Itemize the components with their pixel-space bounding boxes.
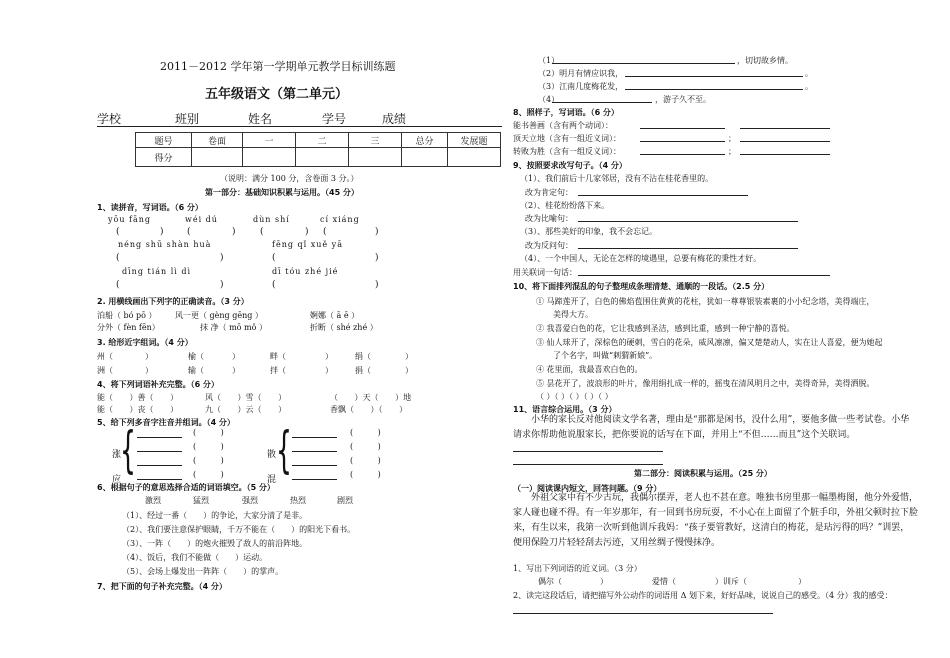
q3-bracket: ）	[232, 366, 240, 375]
q6-item: （4）、饭后，我们不能做（ ）运动。	[122, 553, 268, 562]
q10-sentence: 了个名字，叫做“刺猬新娘”。	[553, 351, 658, 360]
info-underline	[97, 126, 502, 127]
answer-line[interactable]	[552, 102, 652, 103]
answer-line[interactable]	[137, 479, 182, 480]
q3-bracket: ）	[325, 366, 333, 375]
answer-line[interactable]	[625, 76, 803, 77]
q3-char: 绢（	[355, 352, 371, 361]
score-header-cell: 总分	[402, 133, 448, 148]
polyphone-char: 涨	[112, 450, 122, 460]
q10-sentence: ⑤ 昙花开了，波浪形的叶片，像用绢扎成一样的，摇曳在清风明月之中，美得奇异，美得洒脱。	[536, 379, 875, 388]
answer-line[interactable]	[292, 465, 337, 466]
q8-heading: 8、照样子，写词语。（6 分）	[513, 108, 619, 117]
info-school: 学校	[97, 112, 122, 126]
q10-sentence: ① 马蹄莲开了，白色的佛焰苞围住黄黄的花柱，犹如一尊尊银装素裹的小小纪念塔，美得端庄，	[536, 297, 875, 306]
answer-bracket: (	[116, 253, 120, 263]
score-note: （说明：满分 100 分，含卷面 3 分。）	[220, 174, 359, 183]
q7-item-suffix: 。	[805, 82, 813, 91]
answer-line[interactable]	[578, 275, 830, 276]
q6-item: （3）、一阵（ ）的炮火摧毁了敌人的前沿阵地。	[122, 539, 308, 548]
answer-line[interactable]	[740, 141, 830, 142]
q2-item: 分外（ fèn fēn）	[97, 323, 160, 332]
info-id: 学号	[322, 112, 347, 126]
part1-heading: 第一部分：基础知识积累与运用。（45 分）	[205, 188, 359, 197]
q3-char: 输（	[188, 366, 204, 375]
q7-item-prefix: （3）江南几度梅花发，	[538, 82, 624, 91]
word-bank-item: 剧烈	[337, 496, 353, 505]
separator: ；	[728, 147, 736, 156]
answer-bracket: )	[375, 280, 379, 290]
score-cell[interactable]	[402, 148, 448, 167]
reading-q1: 1、写出下列词语的近义词。（3 分）	[513, 564, 642, 573]
brace-icon: {	[119, 421, 136, 479]
q7-heading: 7、把下面的句子补充完整。（4 分）	[97, 582, 227, 591]
q7-item-prefix: （2）明月有情应识我，	[538, 69, 624, 78]
exam-subtitle: 五年级语文（第二单元）	[205, 87, 349, 102]
q3-bracket: ）	[145, 366, 153, 375]
q9-instruction: 改为肯定句：	[525, 188, 573, 197]
q4-item: 九（ ）云（ ）	[205, 405, 287, 414]
score-header-cell: 三	[349, 133, 402, 148]
answer-line[interactable]	[552, 63, 735, 64]
polyphone-char: 应	[112, 475, 122, 485]
q9-sentence: （1）、我们前后十几家邻居，没有不沾在桂花香里的。	[520, 174, 714, 183]
answer-bracket: ( )	[350, 456, 381, 465]
q2-heading: 2. 用横线画出下列字的正确读音。（3 分）	[97, 297, 249, 306]
score-header-cell: 题号	[136, 133, 192, 148]
q3-char: 洲（	[97, 366, 113, 375]
q5-heading: 5、给下列多音字注音并组词。（4 分）	[97, 418, 235, 427]
q3-char: 捐（	[355, 366, 371, 375]
reading-heading: （一）阅读课内短文，回答问题。（9 分）	[513, 484, 662, 493]
q7-item-suffix: ，切切故乡情。	[737, 56, 793, 65]
brace-icon: {	[275, 421, 292, 479]
q10-heading: 10、将下面排列混乱的句子整理成条理清楚、通顺的一段话。（2.5 分）	[513, 282, 770, 291]
reading-q2: 2、读完这段话后，请把描写外公动作的词语用 Δ 划下来，好好品味，说说自己的感受。（4 分）我的感受：	[513, 591, 893, 600]
answer-bracket: ( )	[193, 428, 224, 437]
q7-item-prefix: （1）	[538, 56, 560, 65]
q9-instruction: 改为比喻句：	[525, 214, 573, 223]
q9-sentence: （4）、一个中国人，无论在怎样的境遇里，总要有梅花的秉性才好。	[520, 254, 762, 263]
q10-sentence: 美得大方。	[553, 310, 593, 319]
q3-bracket: ）	[145, 352, 153, 361]
pinyin: néng shū shàn huà	[118, 240, 212, 249]
answer-bracket: )	[220, 280, 224, 290]
q2-item: 泊船（ bó pō ）	[97, 311, 157, 320]
word-bank-item: 激烈	[145, 496, 161, 505]
q2-item: 风一更（ gèng gēng ）	[175, 311, 263, 320]
pinyin: dī tóu zhé jié	[272, 267, 339, 276]
q2-item: 抹 净（ mō mǒ ）	[200, 323, 267, 332]
answer-line[interactable]	[513, 451, 663, 452]
answer-line[interactable]	[625, 89, 803, 90]
q8-item: 转败为胜（含有一组反义词）：	[513, 147, 621, 156]
answer-line[interactable]	[137, 451, 182, 452]
answer-bracket: )	[305, 227, 309, 237]
answer-line[interactable]	[578, 221, 798, 222]
answer-bracket: )	[220, 253, 224, 263]
answer-bracket: (	[116, 227, 120, 237]
q9-heading: 9、按照要求改写句子。（4 分）	[513, 161, 627, 170]
q4-item: 香飘（ ）（ ）	[330, 405, 408, 414]
score-header-cell: 一	[243, 133, 296, 148]
pinyin: cí xiáng	[320, 215, 360, 224]
word-bank-item: 强烈	[242, 496, 258, 505]
q10-sentence: ② 我喜爱白色的花，它让我感到圣洁，感到比重，感到一种宁静的喜悦。	[536, 324, 795, 333]
answer-line[interactable]	[740, 128, 830, 129]
q3-heading: 3. 给形近字组词。（4 分）	[97, 338, 193, 347]
synonym-label: ）训斥（	[715, 577, 747, 586]
q7-item-suffix: ，游子久不至。	[655, 95, 711, 104]
score-header-cell: 发展题	[448, 133, 501, 148]
separator: ；	[728, 134, 736, 143]
pinyin: dīng tián lì dì	[122, 267, 192, 276]
info-score: 成绩	[382, 112, 407, 126]
polyphone-char: 散	[267, 450, 277, 460]
polyphone-char: 混	[267, 475, 277, 485]
q3-bracket: ）	[232, 352, 240, 361]
answer-line[interactable]	[640, 154, 725, 155]
q6-item: （1）、经过一番（ ）的争论，大家分清了是非。	[122, 511, 308, 520]
exam-title: 2011－2012 学年第一学期单元教学目标训练题	[160, 60, 396, 73]
answer-bracket: ( )	[193, 470, 224, 479]
q10-order-brackets[interactable]: （ ）（ ）（ ）（ ）（ ）	[536, 392, 613, 401]
q7-item-prefix: （4）	[538, 95, 560, 104]
answer-line[interactable]	[513, 464, 663, 465]
answer-bracket: (	[272, 253, 276, 263]
q11-prompt: 小华的家长反对他阅读文学名著，理由是“那都是闲书，没什么用”，要他多做一些考试卷。小华请求你帮助他说服家长，把你要说的话写在下面，并用上“不但……而且”这个关联词。	[513, 415, 910, 440]
q11-heading: 11、语言综合运用。（3 分）	[513, 405, 617, 414]
q3-char: 拌（	[270, 366, 286, 375]
answer-bracket: (	[260, 227, 264, 237]
q8-item: 顶天立地（含有一组近义词）：	[513, 134, 621, 143]
q9-instruction: 用关联词一句话：	[513, 268, 577, 277]
answer-bracket: (	[272, 280, 276, 290]
synonym-label: 爱惜（	[652, 577, 676, 586]
answer-bracket: ( )	[350, 470, 381, 479]
answer-line[interactable]	[292, 437, 337, 438]
q4-item: 能（ ）善（ ）	[97, 393, 179, 402]
q3-bracket: ）	[325, 352, 333, 361]
pinyin: wéi dú	[185, 215, 218, 224]
synonym-label: 偶尔（	[538, 577, 562, 586]
answer-line[interactable]	[640, 128, 725, 129]
q4-heading: 4、将下列词语补充完整。（6 分）	[97, 380, 219, 389]
q6-heading: 6、根据句子的意思选择合适的词语填空。（5 分）	[97, 483, 275, 492]
answer-bracket: ( )	[193, 456, 224, 465]
answer-line[interactable]	[292, 479, 337, 480]
info-class: 班别	[175, 112, 200, 126]
answer-line[interactable]	[137, 437, 182, 438]
q7-item-suffix: 。	[805, 69, 813, 78]
answer-bracket: ( )	[350, 442, 381, 451]
word-bank-item: 猛烈	[193, 496, 209, 505]
score-header-cell: 二	[296, 133, 349, 148]
synonym-bracket: ）	[798, 577, 806, 586]
q1-heading: 1、读拼音，写词语。（6 分）	[97, 203, 203, 212]
answer-line[interactable]	[578, 195, 748, 196]
q6-item: （5）、会场上爆发出一阵阵（ ）的掌声。	[122, 567, 284, 576]
q3-bracket: ）	[405, 352, 413, 361]
answer-bracket: ( )	[350, 428, 381, 437]
score-cell[interactable]	[243, 148, 296, 167]
answer-bracket: )	[160, 227, 164, 237]
q3-char: 畔（	[270, 352, 286, 361]
q3-char: 榆（	[188, 352, 204, 361]
answer-bracket: (	[323, 227, 327, 237]
answer-bracket: )	[375, 227, 379, 237]
pinyin: dùn shí	[253, 215, 290, 224]
score-cell[interactable]	[448, 148, 501, 167]
score-table	[135, 132, 501, 167]
synonym-bracket: ）	[600, 577, 608, 586]
q9-sentence: （2）、桂花纷纷落下来。	[520, 201, 610, 210]
q10-sentence: ③ 仙人球开了，深棕色的硬刺，雪白的花朵，威风凛凛，偏又楚楚动人，实在让人喜爱，便为她起	[536, 338, 883, 347]
q3-char: 州（	[97, 352, 113, 361]
q9-sentence: （3）、那些美好的印象，我不会忘记。	[520, 227, 658, 236]
answer-line[interactable]	[740, 154, 830, 155]
score-row-label: 得分	[136, 148, 192, 167]
reading-passage: 外祖父家中有不少古玩，我偶尔摆弄，老人也不甚在意。唯独书房里那一幅墨梅图，他分外爱惜，家人碰也碰不得。有一年岁那年，有一回到书房玩耍，不小心在上面留了个脏手印，外祖父顿时拉下脸来，有生以来，我第一次听到他训斥我妈：“孩子要管教好，这清白的梅花，是玷污得的吗？”训罢，便用保险刀片轻轻刮去污迹，又用丝绸子慢慢抹净。	[513, 493, 919, 548]
q9-instruction: 改为反问句：	[525, 241, 573, 250]
part2-heading: 第二部分：阅读积累与运用。（25 分）	[634, 469, 772, 478]
word-bank-item: 热烈	[290, 496, 306, 505]
q4-item: （ ）天（ ）地	[330, 393, 412, 402]
q10-sentence: ④ 花里面，我最喜欢白色的。	[536, 365, 643, 374]
score-header-cell: 卷面	[192, 133, 243, 148]
answer-line[interactable]	[292, 451, 337, 452]
q4-item: 能（ ）丧（ ）	[97, 405, 179, 414]
q4-item: 风（ ）雪（ ）	[205, 393, 287, 402]
answer-line[interactable]	[578, 248, 798, 249]
q6-item: （2）、我们要注意保护眼睛，千万不能在（ ）的阳光下看书。	[122, 525, 356, 534]
answer-bracket: ( )	[193, 442, 224, 451]
q3-bracket: ）	[405, 366, 413, 375]
q8-item: 能书善画（含有两个动词）：	[513, 121, 613, 130]
q2-item: 折断（ shé zhé ）	[310, 323, 378, 332]
score-cell[interactable]	[296, 148, 349, 167]
pinyin: fēng qǐ xuě yā	[272, 240, 343, 249]
q2-item: 婀娜（ ā ē ）	[310, 311, 360, 320]
answer-bracket: (	[187, 227, 191, 237]
answer-bracket: (	[116, 280, 120, 290]
answer-bracket: )	[375, 253, 379, 263]
pinyin: yōu fāng	[108, 215, 152, 224]
answer-line[interactable]	[513, 613, 773, 614]
answer-line[interactable]	[137, 465, 182, 466]
score-cell[interactable]	[192, 148, 243, 167]
info-name: 姓名	[248, 112, 273, 126]
answer-bracket: )	[232, 227, 236, 237]
answer-line[interactable]	[640, 141, 725, 142]
score-cell[interactable]	[349, 148, 402, 167]
